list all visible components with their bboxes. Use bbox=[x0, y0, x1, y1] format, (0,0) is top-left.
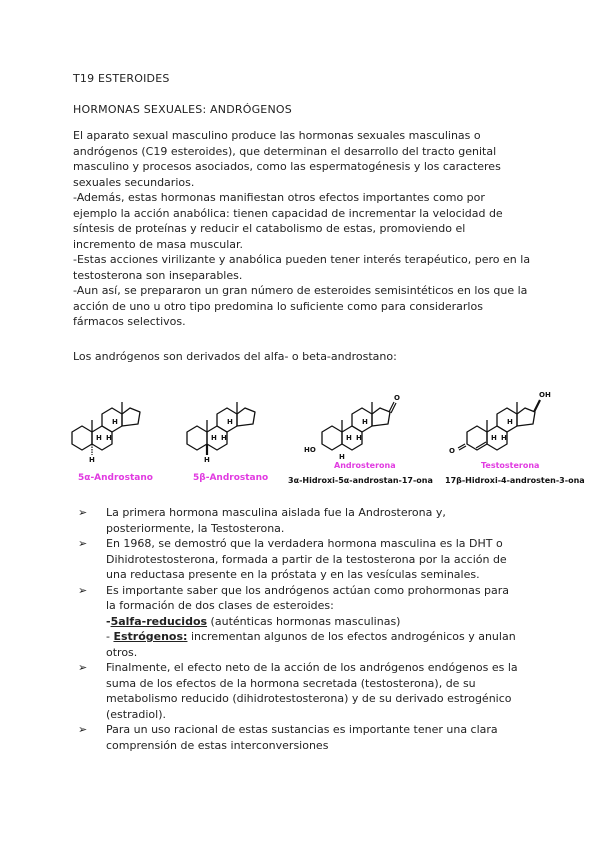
bullet-item: ➢ Es importante saber que los andrógenos actúan como prohormonas para la formación de dos clases de esteroides: -5alfa-reducidos (auténticas hormonas masculinas) - Estrógenos: incrementan algunos de los efectos androgénicos y anulan otros. bbox=[78, 583, 538, 661]
h-atom: H bbox=[106, 434, 112, 442]
androgen-structures-figure bbox=[60, 380, 600, 490]
h-atom: H bbox=[507, 418, 513, 426]
intro-line: fármacos selectivos. bbox=[73, 315, 186, 328]
h-atom: H bbox=[211, 434, 217, 442]
structure-caption: 3α-Hidroxi-5α-androstan-17-ona bbox=[288, 476, 433, 485]
hydroxyl-group: OH bbox=[539, 391, 551, 399]
h-atom: H bbox=[356, 434, 362, 442]
hydroxyl-group: HO bbox=[304, 446, 316, 454]
h-atom: H bbox=[491, 434, 497, 442]
bullet-arrow-icon: ➢ bbox=[78, 723, 88, 736]
androgen-bullet-list bbox=[78, 505, 538, 753]
bullet-item: ➢ En 1968, se demostró que la verdadera hormona masculina es la DHT o Dihidrotestosterona, formada a partir de la testosterona por la acción de una reductasa presente en la próstata y en las vesículas seminales. bbox=[78, 537, 507, 581]
intro-line: masculino y procesos asociados, como las espermatogénesis y los caracteres bbox=[73, 160, 501, 173]
intro-paragraph bbox=[73, 128, 531, 330]
h-atom: H bbox=[346, 434, 352, 442]
bullet-arrow-icon: ➢ bbox=[78, 661, 88, 674]
intro-line: ejemplo la acción anabólica: tienen capacidad de incrementar la velocidad de bbox=[73, 206, 503, 220]
bullet-item: ➢ Finalmente, el efecto neto de la acción de los andrógenos endógenos es la suma de los efectos de la hormona secretada (testosterona), de su metabolismo reducido (dihidrotestosterona) y de su derivado estrogénico (estradiol). bbox=[78, 661, 518, 721]
structure-testosterona bbox=[445, 391, 585, 485]
intro-line: sexuales secundarios. bbox=[73, 175, 195, 189]
bullet-arrow-icon: ➢ bbox=[78, 537, 88, 550]
intro-line: acción de uno u otro tipo predomina lo suficiente como para considerarlos bbox=[73, 299, 483, 313]
intro-line: síntesis de proteínas y reducir el catabolismo de estas, promoviendo el bbox=[73, 222, 466, 235]
intro-line: andrógenos (C19 esteroides), que determinan el desarrollo del tracto genital bbox=[73, 144, 497, 158]
h-atom: H bbox=[339, 453, 345, 461]
bullet-item: ➢ Para un uso racional de estas sustancias es importante tener una clara comprensión de estas interconversiones bbox=[78, 723, 498, 752]
h-atom: H bbox=[96, 434, 102, 442]
intro-line: -Además, estas hormonas manifiestan otros efectos importantes como por bbox=[73, 191, 485, 204]
derivation-sentence: Los andrógenos son derivados del alfa- o beta-androstano: bbox=[73, 350, 397, 363]
section-heading: HORMONAS SEXUALES: ANDRÓGENOS bbox=[73, 103, 292, 116]
structure-name: Testosterona bbox=[481, 461, 540, 470]
bullet-arrow-icon: ➢ bbox=[78, 583, 88, 597]
structure-5b-androstano bbox=[187, 402, 268, 483]
steroid-class-estrogenos: - Estrógenos: incrementan algunos de los efectos androgénicos y anulan bbox=[106, 630, 516, 643]
h-atom: H bbox=[362, 418, 368, 426]
structure-caption: 17β-Hidroxi-4-androsten-3-ona bbox=[445, 476, 585, 485]
structure-name: 5α-Androstano bbox=[78, 473, 153, 483]
structure-5a-androstano bbox=[72, 402, 153, 483]
h-atom: H bbox=[112, 418, 118, 426]
document-title: T19 ESTEROIDES bbox=[73, 72, 170, 85]
h-atom: H bbox=[89, 456, 95, 464]
bullet-item: ➢ La primera hormona masculina aislada fue la Androsterona y, posteriormente, la Testosterona. bbox=[78, 506, 446, 535]
steroid-class-5alfa: -5alfa-reducidos (auténticas hormonas masculinas) bbox=[106, 614, 401, 628]
intro-line: -Estas acciones virilizante y anabólica pueden tener interés terapéutico, pero en la bbox=[73, 253, 531, 266]
bullet-arrow-icon: ➢ bbox=[78, 506, 88, 519]
h-atom: H bbox=[501, 434, 507, 442]
oxygen-atom: O bbox=[394, 394, 400, 402]
intro-line: incremento de masa muscular. bbox=[73, 237, 244, 251]
intro-line: testosterona son inseparables. bbox=[73, 268, 243, 282]
structure-androsterona bbox=[288, 394, 433, 485]
h-atom: H bbox=[204, 456, 210, 464]
structure-name: 5β-Androstano bbox=[193, 473, 269, 483]
oxygen-atom: O bbox=[449, 447, 455, 455]
h-atom: H bbox=[221, 434, 227, 442]
intro-line: -Aun así, se prepararon un gran número de esteroides semisintéticos en los que la bbox=[73, 284, 528, 297]
intro-line: El aparato sexual masculino produce las hormonas sexuales masculinas o bbox=[73, 129, 481, 142]
h-atom: H bbox=[227, 418, 233, 426]
structure-name: Androsterona bbox=[334, 461, 396, 470]
